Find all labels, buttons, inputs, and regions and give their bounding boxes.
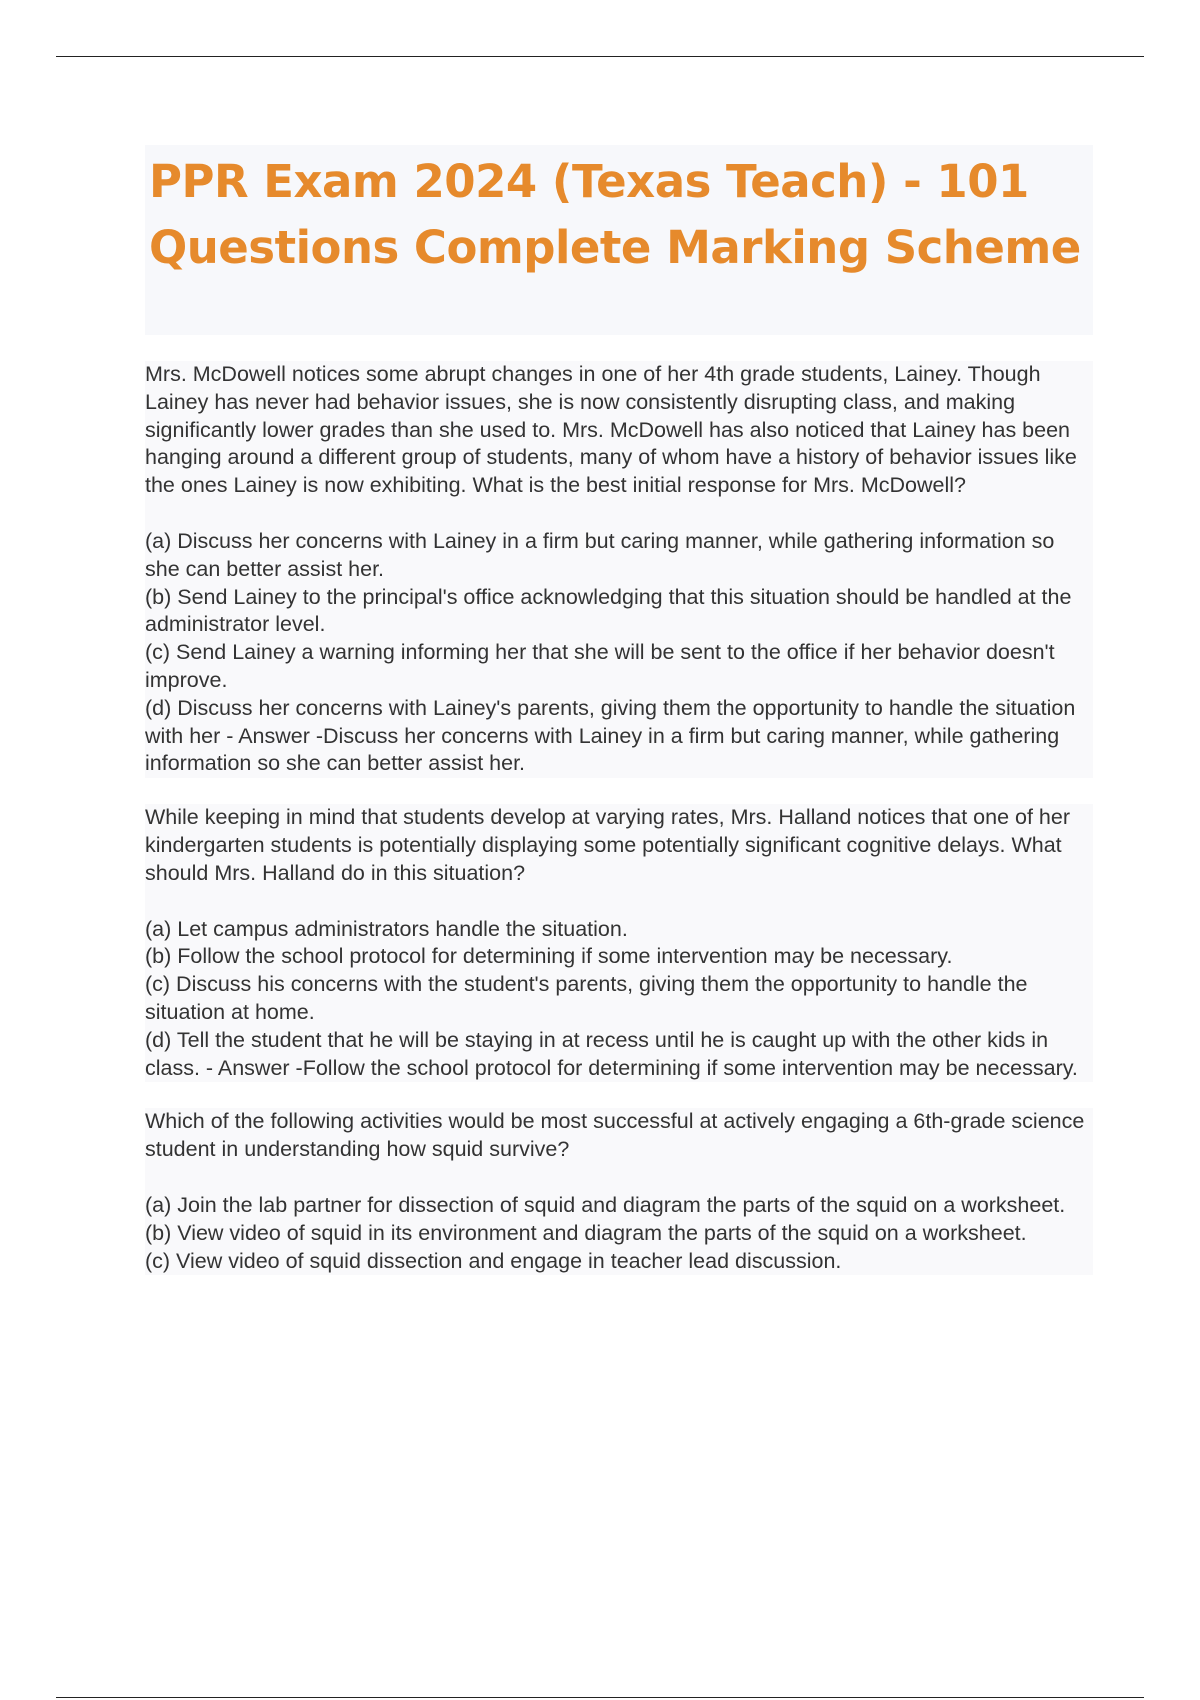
option-b: (b) Follow the school protocol for determining if some intervention may be necessary. — [145, 944, 953, 969]
document-title: PPR Exam 2024 (Texas Teach) - 101 Questions Complete Marking Scheme — [149, 155, 1081, 274]
question-block-2 — [145, 804, 1093, 1082]
option-d-with-answer: (d) Discuss her concerns with Lainey's parents, giving them the opportunity to handle the situation with her - Answer -Discuss her concerns with Lainey in a firm but caring manner, while gathering information so she can better assist her. — [145, 695, 1076, 776]
question-block-3 — [145, 1108, 1093, 1275]
title-banner — [145, 145, 1093, 335]
option-c: (c) Discuss his concerns with the student's parents, giving them the opportunity to handle the situation at home. — [145, 972, 1028, 1024]
option-c: (c) View video of squid dissection and engage in teacher lead discussion. — [145, 1248, 842, 1273]
question-text: Mrs. McDowell notices some abrupt changes in one of her 4th grade students, Lainey. Though Lainey has never had behavior issues, she is now consistently disrupting class, and making significantly lower grades than she used to. Mrs. McDowell has also noticed that Lainey has been hanging around a different group of students, many of whom have a history of behavior issues like the ones Lainey is now exhibiting. What is the best initial response for Mrs. McDowell? — [145, 362, 1077, 498]
option-d-with-answer: (d) Tell the student that he will be staying in at recess until he is caught up with the other kids in class. - Answer -Follow the school protocol for determining if some intervention may be necessary. — [145, 1027, 1078, 1080]
question-text: Which of the following activities would be most successful at actively engaging a 6th-grade science student in understanding how squid survive? — [145, 1109, 1085, 1162]
option-c: (c) Send Lainey a warning informing her that she will be sent to the office if her behavior doesn't improve. — [145, 640, 1055, 692]
option-b: (b) Send Lainey to the principal's office acknowledging that this situation should be handled at the administrator level. — [145, 584, 1072, 637]
bottom-rule — [56, 1697, 1144, 1698]
option-a: (a) Let campus administrators handle the situation. — [145, 916, 628, 941]
question-block-1 — [145, 361, 1093, 778]
page-content — [145, 145, 1093, 1275]
option-a: (a) Discuss her concerns with Lainey in a firm but caring manner, while gathering information so she can better assist her. — [145, 528, 1055, 581]
option-a: (a) Join the lab partner for dissection of squid and diagram the parts of the squid on a worksheet. — [145, 1192, 1066, 1217]
option-b: (b) View video of squid in its environment and diagram the parts of the squid on a worksheet. — [145, 1220, 1027, 1245]
question-text: While keeping in mind that students develop at varying rates, Mrs. Halland notices that one of her kindergarten students is potentially displaying some potentially significant cognitive delays. What should Mrs. Halland do in this situation? — [145, 805, 1071, 885]
top-rule — [56, 56, 1144, 57]
